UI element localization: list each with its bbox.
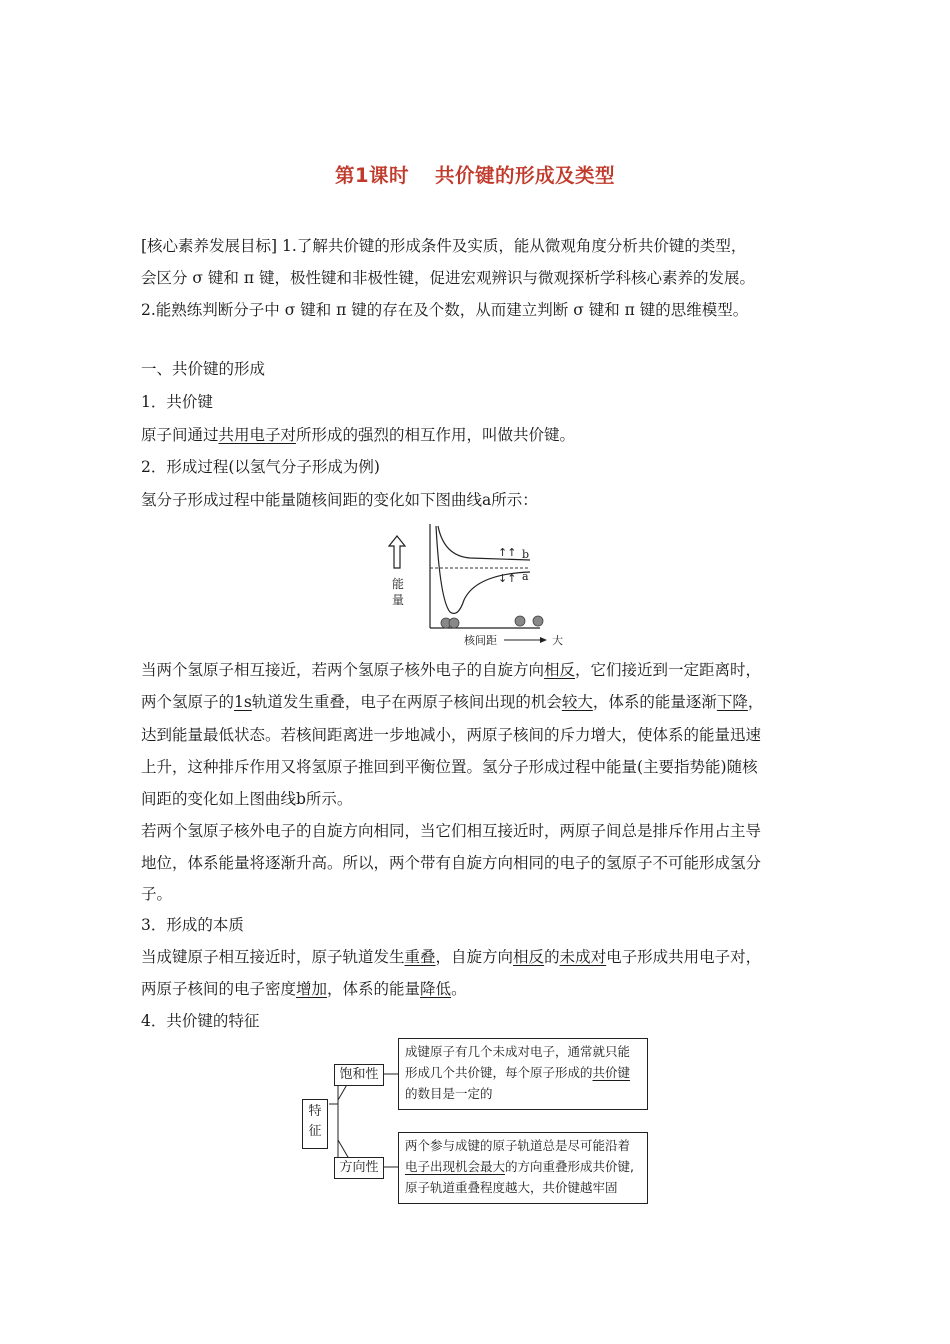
curve-b-label: b bbox=[522, 548, 530, 561]
goal-text-1: 1.了解共价键的形成条件及实质，能从微观角度分析共价键的类型， bbox=[282, 237, 747, 255]
directionality-description bbox=[398, 1132, 648, 1204]
energy-label bbox=[392, 576, 404, 591]
saturation-description bbox=[398, 1038, 648, 1110]
arrow-head bbox=[540, 637, 547, 643]
text: ，体系的能量 bbox=[327, 980, 421, 998]
paragraph-3-line-5: 间距的变化如上图曲线b所示。 bbox=[141, 790, 353, 808]
text: 当两个氢原子相互接近，若两个氢原子核外电子的自旋方向 bbox=[141, 661, 545, 679]
paragraph-4-line-3: 子。 bbox=[141, 885, 173, 903]
underlined-term: 下降 bbox=[716, 693, 748, 711]
subheading-4: 4．共价键的特征 bbox=[141, 1012, 260, 1030]
x-axis-label: 核间距 bbox=[464, 634, 497, 647]
saturation-desc-line-3: 的数目是一定的 bbox=[405, 1086, 493, 1101]
x-axis-big-label: 大 bbox=[552, 634, 563, 647]
text: ，体系的能量逐渐 bbox=[592, 693, 717, 711]
goal-tag: [核心素养发展目标] bbox=[141, 237, 278, 255]
direction-desc-line-2 bbox=[405, 1156, 647, 1177]
energy-up-arrow bbox=[389, 536, 405, 568]
underlined-term: 共价键 bbox=[592, 1065, 631, 1080]
paragraph-5-line-2 bbox=[141, 979, 467, 999]
paragraph-3-line-3: 达到能量最低状态。若核间距离进一步地减小，两原子核间的斥力增大，使体系的能量迅速 bbox=[141, 726, 762, 744]
section-heading: 一、共价键的形成 bbox=[141, 360, 266, 378]
atom-far-1 bbox=[515, 616, 525, 626]
saturation-box bbox=[334, 1064, 384, 1086]
saturation-desc-line-1: 成键原子有几个未成对电子，通常就只能 bbox=[405, 1044, 631, 1059]
directionality-box bbox=[334, 1157, 384, 1179]
curve-a-label: a bbox=[522, 570, 529, 583]
underlined-term: 相反 bbox=[544, 661, 576, 679]
energy-label-2: 量 bbox=[392, 593, 405, 607]
feature-root-label: 特征 bbox=[308, 1104, 322, 1139]
energy-curve-figure bbox=[380, 520, 580, 652]
subheading-1: 1．共价键 bbox=[141, 393, 213, 411]
text: 两个氢原子的 bbox=[141, 693, 235, 711]
goal-line-2: 会区分 σ 键和 π 键，极性键和非极性键，促进宏观辨识与微观探析学科核心素养的发展。 bbox=[141, 269, 755, 287]
text: 当成键原子相互接近时，原子轨道发生 bbox=[141, 948, 405, 966]
text: ，它们接近到一定距离时， bbox=[575, 661, 762, 679]
underlined-term: 降低 bbox=[420, 980, 452, 998]
paragraph-3-line-2 bbox=[141, 692, 763, 712]
paragraph-4-line-1: 若两个氢原子核外电子的自旋方向相同，当它们相互接近时，两原子间总是排斥作用占主导 bbox=[141, 822, 762, 840]
underlined-term: 1s bbox=[234, 693, 252, 711]
text: ， bbox=[747, 693, 764, 711]
direction-desc-line-3: 原子轨道重叠程度越大，共价键越牢固 bbox=[405, 1180, 618, 1195]
text: 。 bbox=[451, 980, 467, 998]
atom-pair-close-2 bbox=[449, 618, 459, 628]
underlined-term: 相反 bbox=[513, 948, 545, 966]
atom-far-2 bbox=[533, 616, 543, 626]
text: 轨道发生重叠，电子在两原子核间出现的机会 bbox=[251, 693, 562, 711]
spin-parallel-icon: ↑↑ bbox=[498, 546, 517, 559]
paragraph-3-line-1 bbox=[141, 660, 761, 680]
text: 所形成的强烈的相互作用，叫做共价键。 bbox=[296, 426, 576, 444]
text: 原子间通过 bbox=[141, 426, 219, 444]
underlined-term: 未成对 bbox=[559, 948, 607, 966]
paragraph-5-line-1 bbox=[141, 947, 761, 967]
curve-a bbox=[436, 526, 530, 614]
lesson-number: 第1课时 bbox=[334, 164, 410, 187]
underlined-term: 电子出现机会最大 bbox=[405, 1159, 506, 1174]
energy-label-1: 能 bbox=[392, 577, 405, 591]
goal-line-1 bbox=[141, 236, 746, 256]
page-title bbox=[0, 160, 950, 188]
feature-root-box bbox=[302, 1099, 328, 1149]
underlined-term: 重叠 bbox=[404, 948, 436, 966]
underlined-term: 共用电子对 bbox=[218, 426, 297, 444]
saturation-desc-line-2 bbox=[405, 1062, 647, 1083]
spin-antiparallel-icon: ↓↑ bbox=[498, 572, 517, 585]
text: 两原子核间的电子密度 bbox=[141, 980, 297, 998]
goal-line-3: 2.能熟练判断分子中 σ 键和 π 键的存在及个数，从而建立判断 σ 键和 π 键的思维模型。 bbox=[141, 301, 749, 319]
paragraph-1 bbox=[141, 425, 575, 445]
text: 的方向重叠形成共价键, bbox=[505, 1159, 634, 1174]
text: 的 bbox=[544, 948, 560, 966]
saturation-label: 饱和性 bbox=[339, 1067, 379, 1082]
underlined-term: 较大 bbox=[561, 693, 593, 711]
direction-desc-line-1: 两个参与成键的原子轨道总是尽可能沿着 bbox=[405, 1138, 631, 1153]
subheading-3: 3．形成的本质 bbox=[141, 916, 244, 934]
text: 形成几个共价键，每个原子形成的 bbox=[405, 1065, 593, 1080]
underlined-term: 增加 bbox=[296, 980, 328, 998]
paragraph-2: 氢分子形成过程中能量随核间距的变化如下图曲线a所示： bbox=[141, 491, 538, 509]
paragraph-4-line-2: 地位，体系能量将逐渐升高。所以，两个带有自旋方向相同的电子的氢原子不可能形成氢分 bbox=[141, 854, 762, 872]
subheading-2: 2．形成过程(以氢气分子形成为例) bbox=[141, 458, 380, 476]
text: ，自旋方向 bbox=[435, 948, 514, 966]
paragraph-3-line-4: 上升，这种排斥作用又将氢原子推回到平衡位置。氢分子形成过程中能量(主要指势能)随核 bbox=[141, 758, 758, 776]
directionality-label: 方向性 bbox=[339, 1160, 379, 1175]
text: 电子形成共用电子对， bbox=[606, 948, 762, 966]
lesson-topic: 共价键的形成及类型 bbox=[435, 164, 616, 187]
